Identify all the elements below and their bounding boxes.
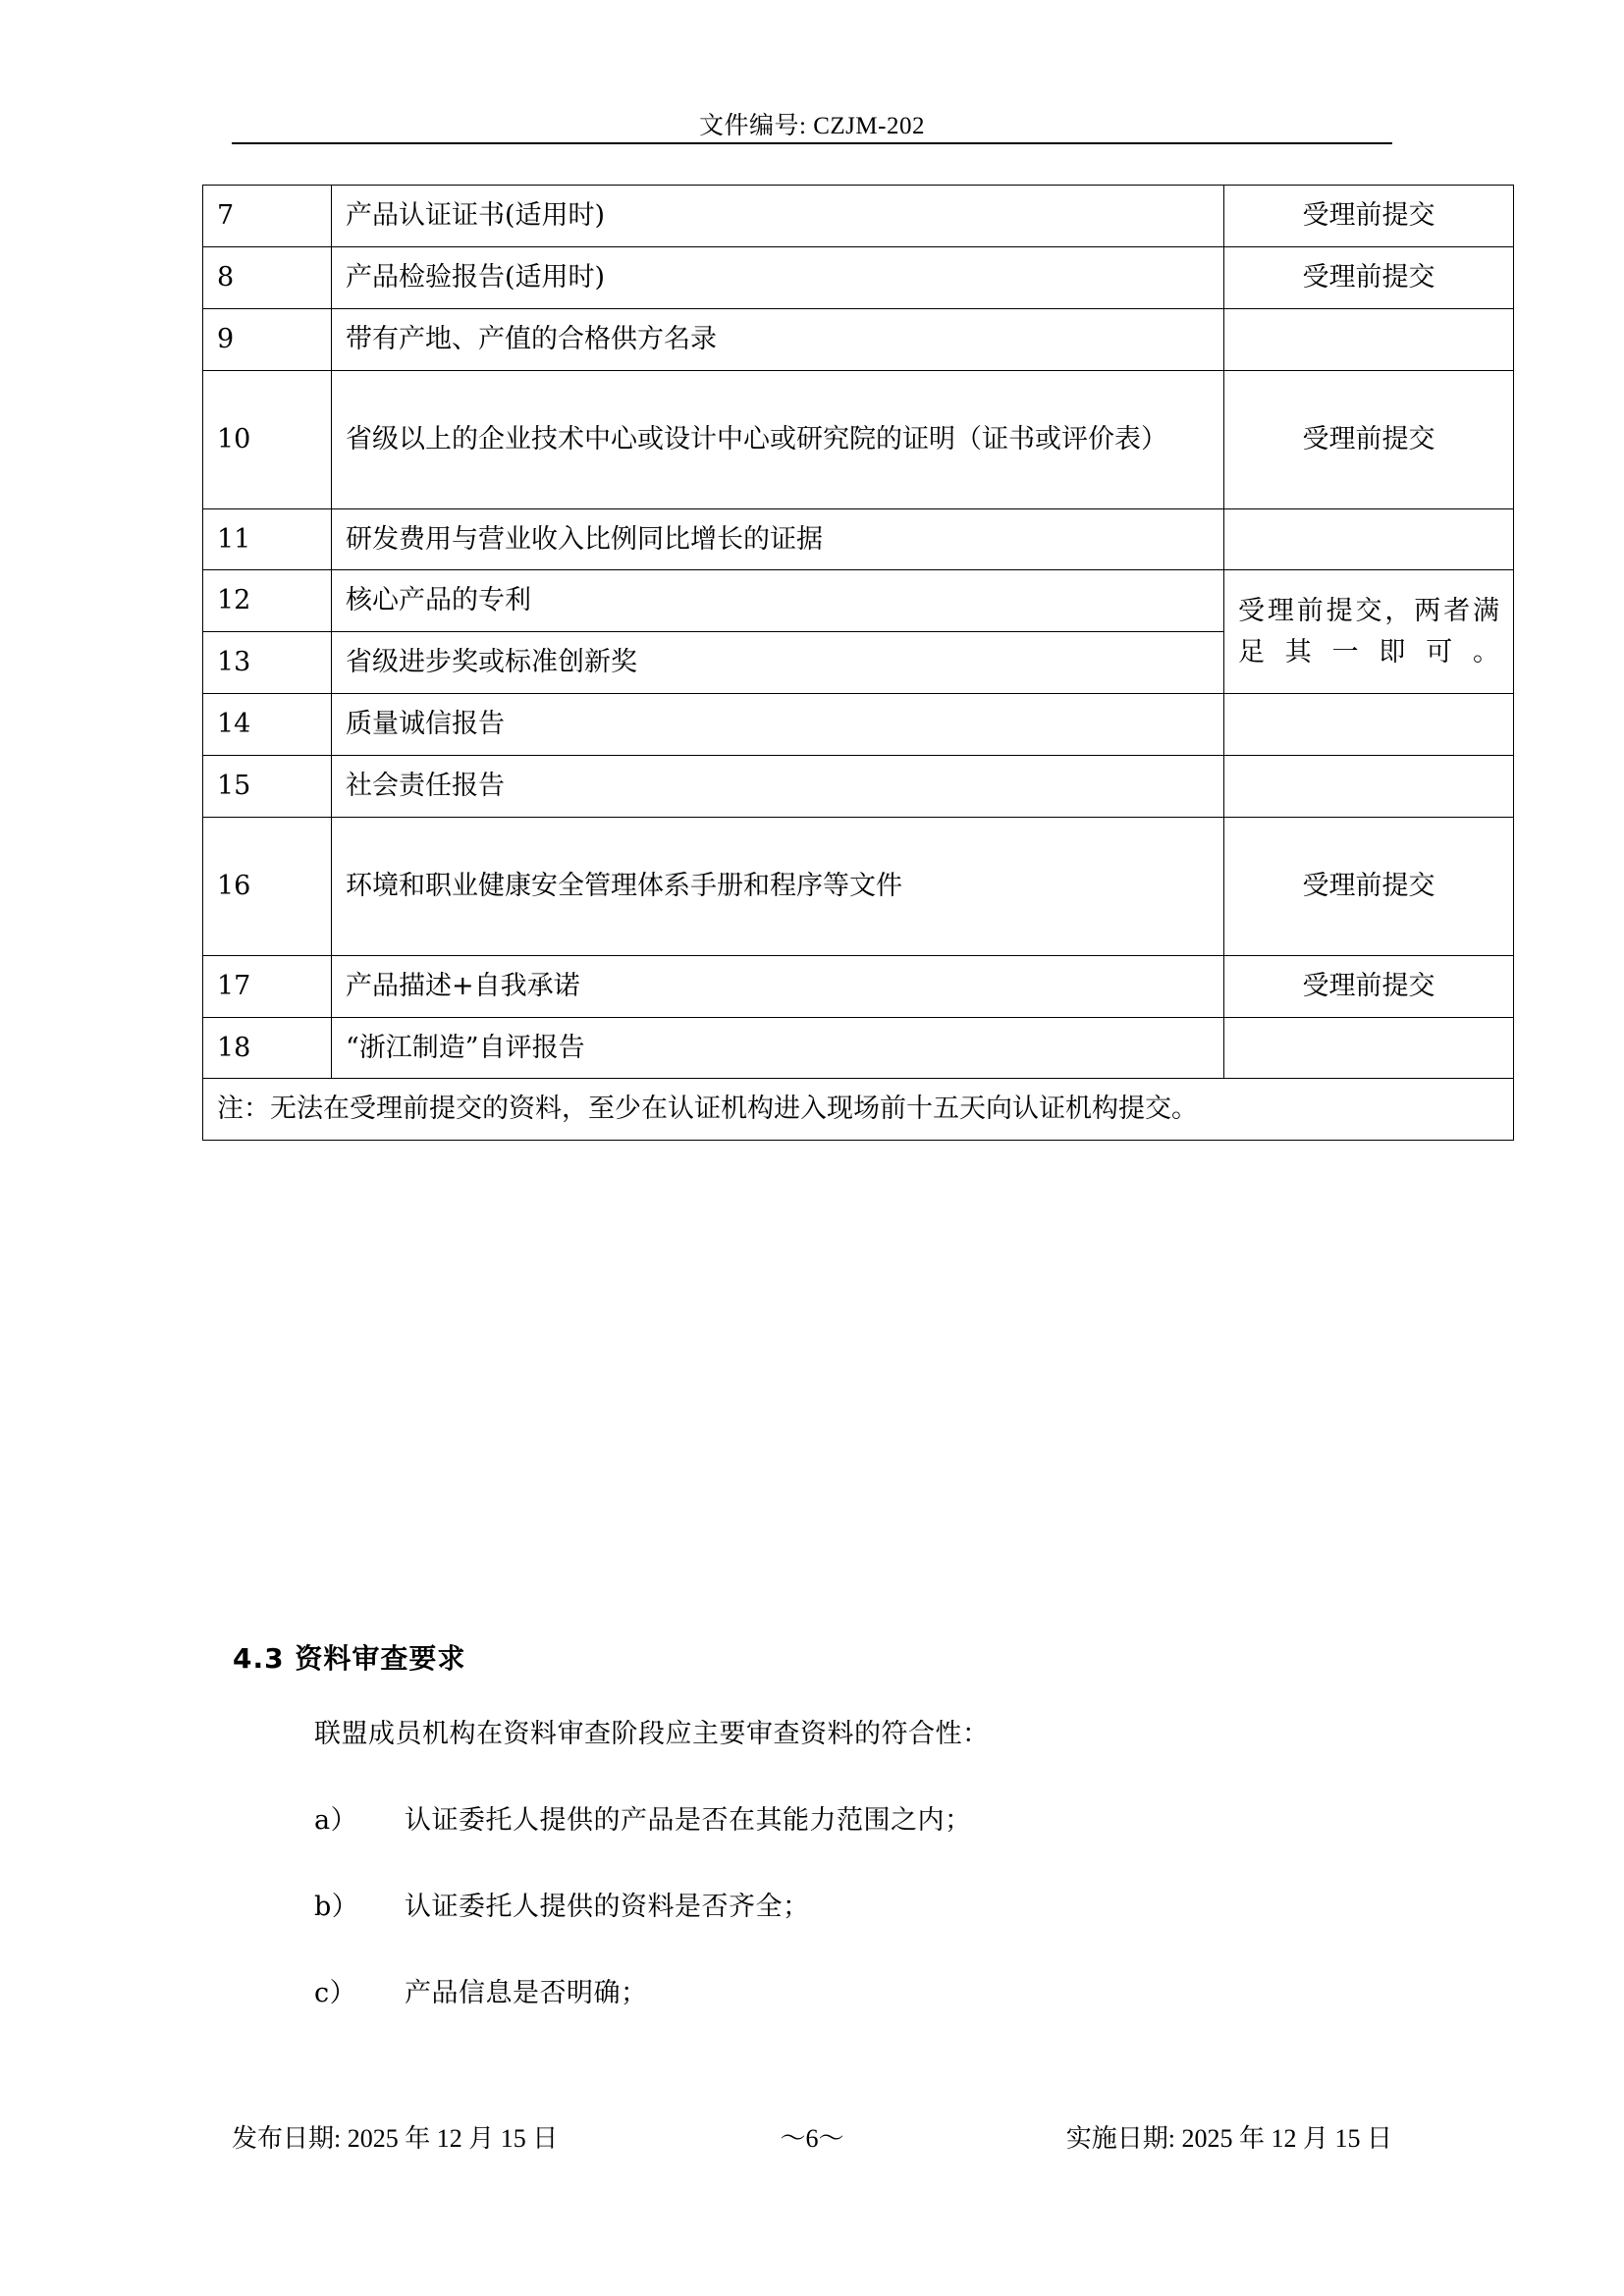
row-number: 8	[203, 246, 332, 308]
row-item: 社会责任报告	[332, 755, 1224, 817]
row-item: 省级以上的企业技术中心或设计中心或研究院的证明（证书或评价表）	[332, 370, 1224, 508]
row-number: 12	[203, 570, 332, 632]
row-note	[1224, 694, 1514, 756]
row-item: 带有产地、产值的合格供方名录	[332, 308, 1224, 370]
row-item: 产品描述+自我承诺	[332, 955, 1224, 1017]
list-item-text: 认证委托人提供的资料是否齐全；	[405, 1892, 810, 1922]
row-note	[1224, 508, 1514, 570]
row-number: 7	[203, 186, 332, 247]
row-item: “浙江制造”自评报告	[332, 1017, 1224, 1079]
table-row	[203, 186, 1514, 247]
row-number: 11	[203, 508, 332, 570]
row-number: 18	[203, 1017, 332, 1079]
row-item: 产品认证证书(适用时)	[332, 186, 1224, 247]
row-item: 产品检验报告(适用时)	[332, 246, 1224, 308]
row-number: 16	[203, 817, 332, 955]
row-item: 研发费用与营业收入比例同比增长的证据	[332, 508, 1224, 570]
row-note: 受理前提交	[1224, 955, 1514, 1017]
list-item-text: 认证委托人提供的产品是否在其能力范围之内；	[405, 1805, 972, 1836]
row-note: 受理前提交	[1224, 246, 1514, 308]
row-item: 质量诚信报告	[332, 694, 1224, 756]
table-row	[203, 370, 1514, 508]
row-number: 10	[203, 370, 332, 508]
row-number: 15	[203, 755, 332, 817]
row-note: 受理前提交	[1224, 370, 1514, 508]
list-item	[314, 1971, 648, 2009]
section-intro-paragraph: 联盟成员机构在资料审查阶段应主要审查资料的符合性：	[314, 1719, 990, 1749]
table-footnote-row	[203, 1079, 1514, 1141]
required-materials-table	[202, 185, 1514, 1141]
table-row	[203, 246, 1514, 308]
section-heading-4-3: 4.3 资料审查要求	[233, 1642, 466, 1675]
row-number: 14	[203, 694, 332, 756]
document-code: 文件编号: CZJM-202	[699, 113, 925, 139]
table-row	[203, 508, 1514, 570]
row-note	[1224, 755, 1514, 817]
row-item: 核心产品的专利	[332, 570, 1224, 632]
row-number: 9	[203, 308, 332, 370]
table-row	[203, 308, 1514, 370]
row-note: 受理前提交	[1224, 186, 1514, 247]
table-row	[203, 694, 1514, 756]
row-note-merged: 受理前提交，两者满足其一即可。	[1224, 570, 1514, 694]
table-footnote: 注：无法在受理前提交的资料，至少在认证机构进入现场前十五天向认证机构提交。	[203, 1079, 1514, 1141]
table-row	[203, 1017, 1514, 1079]
footer-effective-date: 实施日期: 2025 年 12 月 15 日	[1065, 2124, 1392, 2153]
row-note	[1224, 308, 1514, 370]
footer-issue-date: 发布日期: 2025 年 12 月 15 日	[232, 2124, 559, 2153]
list-marker: b）	[314, 1892, 359, 1922]
header-divider	[232, 142, 1392, 144]
row-note: 受理前提交	[1224, 817, 1514, 955]
table-row	[203, 570, 1514, 632]
table-row	[203, 755, 1514, 817]
row-note	[1224, 1017, 1514, 1079]
footer-page-number: ～6～	[780, 2124, 844, 2153]
page-header	[0, 106, 1624, 141]
list-marker: c）	[314, 1978, 357, 2008]
list-item	[314, 1885, 810, 1923]
row-item: 环境和职业健康安全管理体系手册和程序等文件	[332, 817, 1224, 955]
row-number: 17	[203, 955, 332, 1017]
list-marker: a）	[314, 1805, 358, 1836]
list-item-text: 产品信息是否明确；	[405, 1978, 648, 2008]
page-footer	[0, 2118, 1624, 2158]
list-item	[314, 1798, 972, 1837]
table-row	[203, 955, 1514, 1017]
row-item: 省级进步奖或标准创新奖	[332, 632, 1224, 694]
row-number: 13	[203, 632, 332, 694]
table-row	[203, 817, 1514, 955]
